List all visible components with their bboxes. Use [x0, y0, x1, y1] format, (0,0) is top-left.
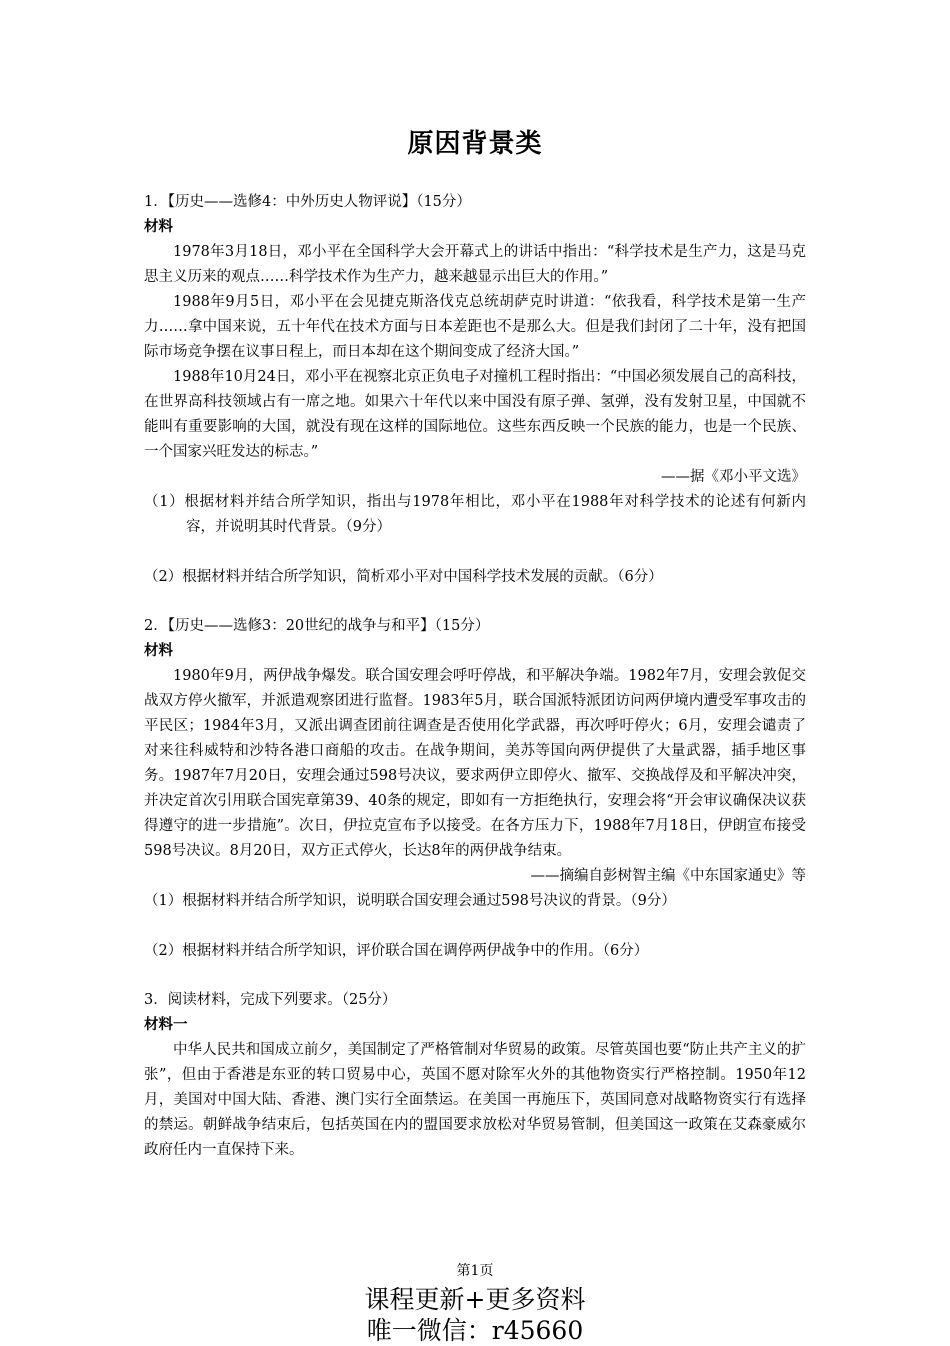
question-3-paragraph-1: 中华人民共和国成立前夕，美国制定了严格管制对华贸易的政策。尽管英国也要“防止共产主义的扩张”，但由于香港是东亚的转口贸易中心，英国不愿对除军火外的其他物资实行严格控制。1950年12月，美国对中国大陆、香港、澳门实行全面禁运。在美国一再施压下，英国同意对战略物资实行有选择的禁运。朝鲜战争结束后，包括英国在内的盟国要求放松对华贸易管制，但美国这一政策在艾森豪威尔政府任内一直保持下来。 — [144, 1042, 806, 1158]
question-2-sub-2: （2）根据材料并结合所学知识，评价联合国在调停两伊战争中的作用。（6分） — [144, 943, 649, 959]
question-2-material-label: 材料 — [144, 643, 173, 659]
document-content — [144, 190, 806, 1163]
question-2-sub-1: （1）根据材料并结合所学知识，说明联合国安理会通过598号决议的背景。（9分） — [144, 893, 676, 909]
answer-space — [144, 540, 806, 565]
question-3 — [144, 988, 806, 1163]
watermark-line-2: 唯一微信：r45660 — [366, 1316, 584, 1345]
document-title: 原因背景类 — [407, 129, 543, 159]
question-1-sub-1: （1）根据材料并结合所学知识，指出与1978年相比，邓小平在1988年对科学技术的论述有何新内容，并说明其时代背景。（9分） — [144, 494, 806, 535]
watermark-line-1: 课程更新+更多资料 — [364, 1285, 586, 1314]
question-spacer — [144, 590, 806, 614]
question-spacer — [144, 964, 806, 988]
question-2-header: 2．【历史——选修3：20世纪的战争与和平】（15分） — [144, 618, 490, 634]
question-1 — [144, 190, 806, 590]
answer-space — [144, 914, 806, 939]
question-2-paragraph-1: 1980年9月，两伊战争爆发。联合国安理会呼吁停战，和平解决争端。1982年7月，安理会敦促交战双方停火撤军，并派遣观察团进行监督。1983年5月，联合国派特派团访问两伊境内遭受军事攻击的平民区；1984年3月，又派出调查团前往调查是否使用化学武器，再次呼吁停火；6月，安理会谴责了对来往科威特和沙特各港口商船的攻击。在战争期间，美苏等国向两伊提供了大量武器，插手地区事务。1987年7月20日，安理会通过598号决议，要求两伊立即停火、撤军、交换战俘及和平解决冲突，并决定首次引用联合国宪章第39、40条的规定，即如有一方拒绝执行，安理会将“开会审议确保决议获得遵守的进一步措施”。次日，伊拉克宣布予以接受。在各方压力下，1988年7月18日，伊朗宣布接受598号决议。8月20日，双方正式停火，长达8年的两伊战争结束。 — [144, 668, 806, 859]
question-1-sub-2: （2）根据材料并结合所学知识，简析邓小平对中国科学技术发展的贡献。（6分） — [144, 569, 663, 585]
question-1-material-label: 材料 — [144, 219, 173, 235]
question-1-paragraph-1: 1978年3月18日，邓小平在全国科学大会开幕式上的讲话中指出：“科学技术是生产力，这是马克思主义历来的观点……科学技术作为生产力，越来越显示出巨大的作用。” — [144, 244, 806, 285]
question-2-source: ——摘编自彭树智主编《中东国家通史》等 — [530, 868, 806, 884]
question-1-paragraph-2: 1988年9月5日，邓小平在会见捷克斯洛伐克总统胡萨克时讲道：“依我看，科学技术是第一生产力……拿中国来说，五十年代在技术方面与日本差距也不是那么大。但是我们封闭了二十年，没有把国际市场竞争摆在议事日程上，而日本却在这个期间变成了经济大国。” — [144, 294, 806, 360]
question-3-material-label: 材料一 — [144, 1017, 188, 1033]
page-number: 第1页 — [456, 1263, 494, 1279]
question-3-header: 3．阅读材料，完成下列要求。（25分） — [144, 992, 397, 1008]
question-1-source: ——据《邓小平文选》 — [661, 469, 806, 485]
question-2 — [144, 614, 806, 964]
question-1-paragraph-3: 1988年10月24日，邓小平在视察北京正负电子对撞机工程时指出：“中国必须发展自己的高科技，在世界高科技领域占有一席之地。如果六十年代以来中国没有原子弹、氢弹，没有发射卫星，中国就不能叫有重要影响的大国，就没有现在这样的国际地位。这些东西反映一个民族的能力，也是一个民族、一个国家兴旺发达的标志。” — [144, 369, 806, 460]
question-1-header: 1．【历史——选修4：中外历史人物评说】（15分） — [144, 194, 471, 210]
